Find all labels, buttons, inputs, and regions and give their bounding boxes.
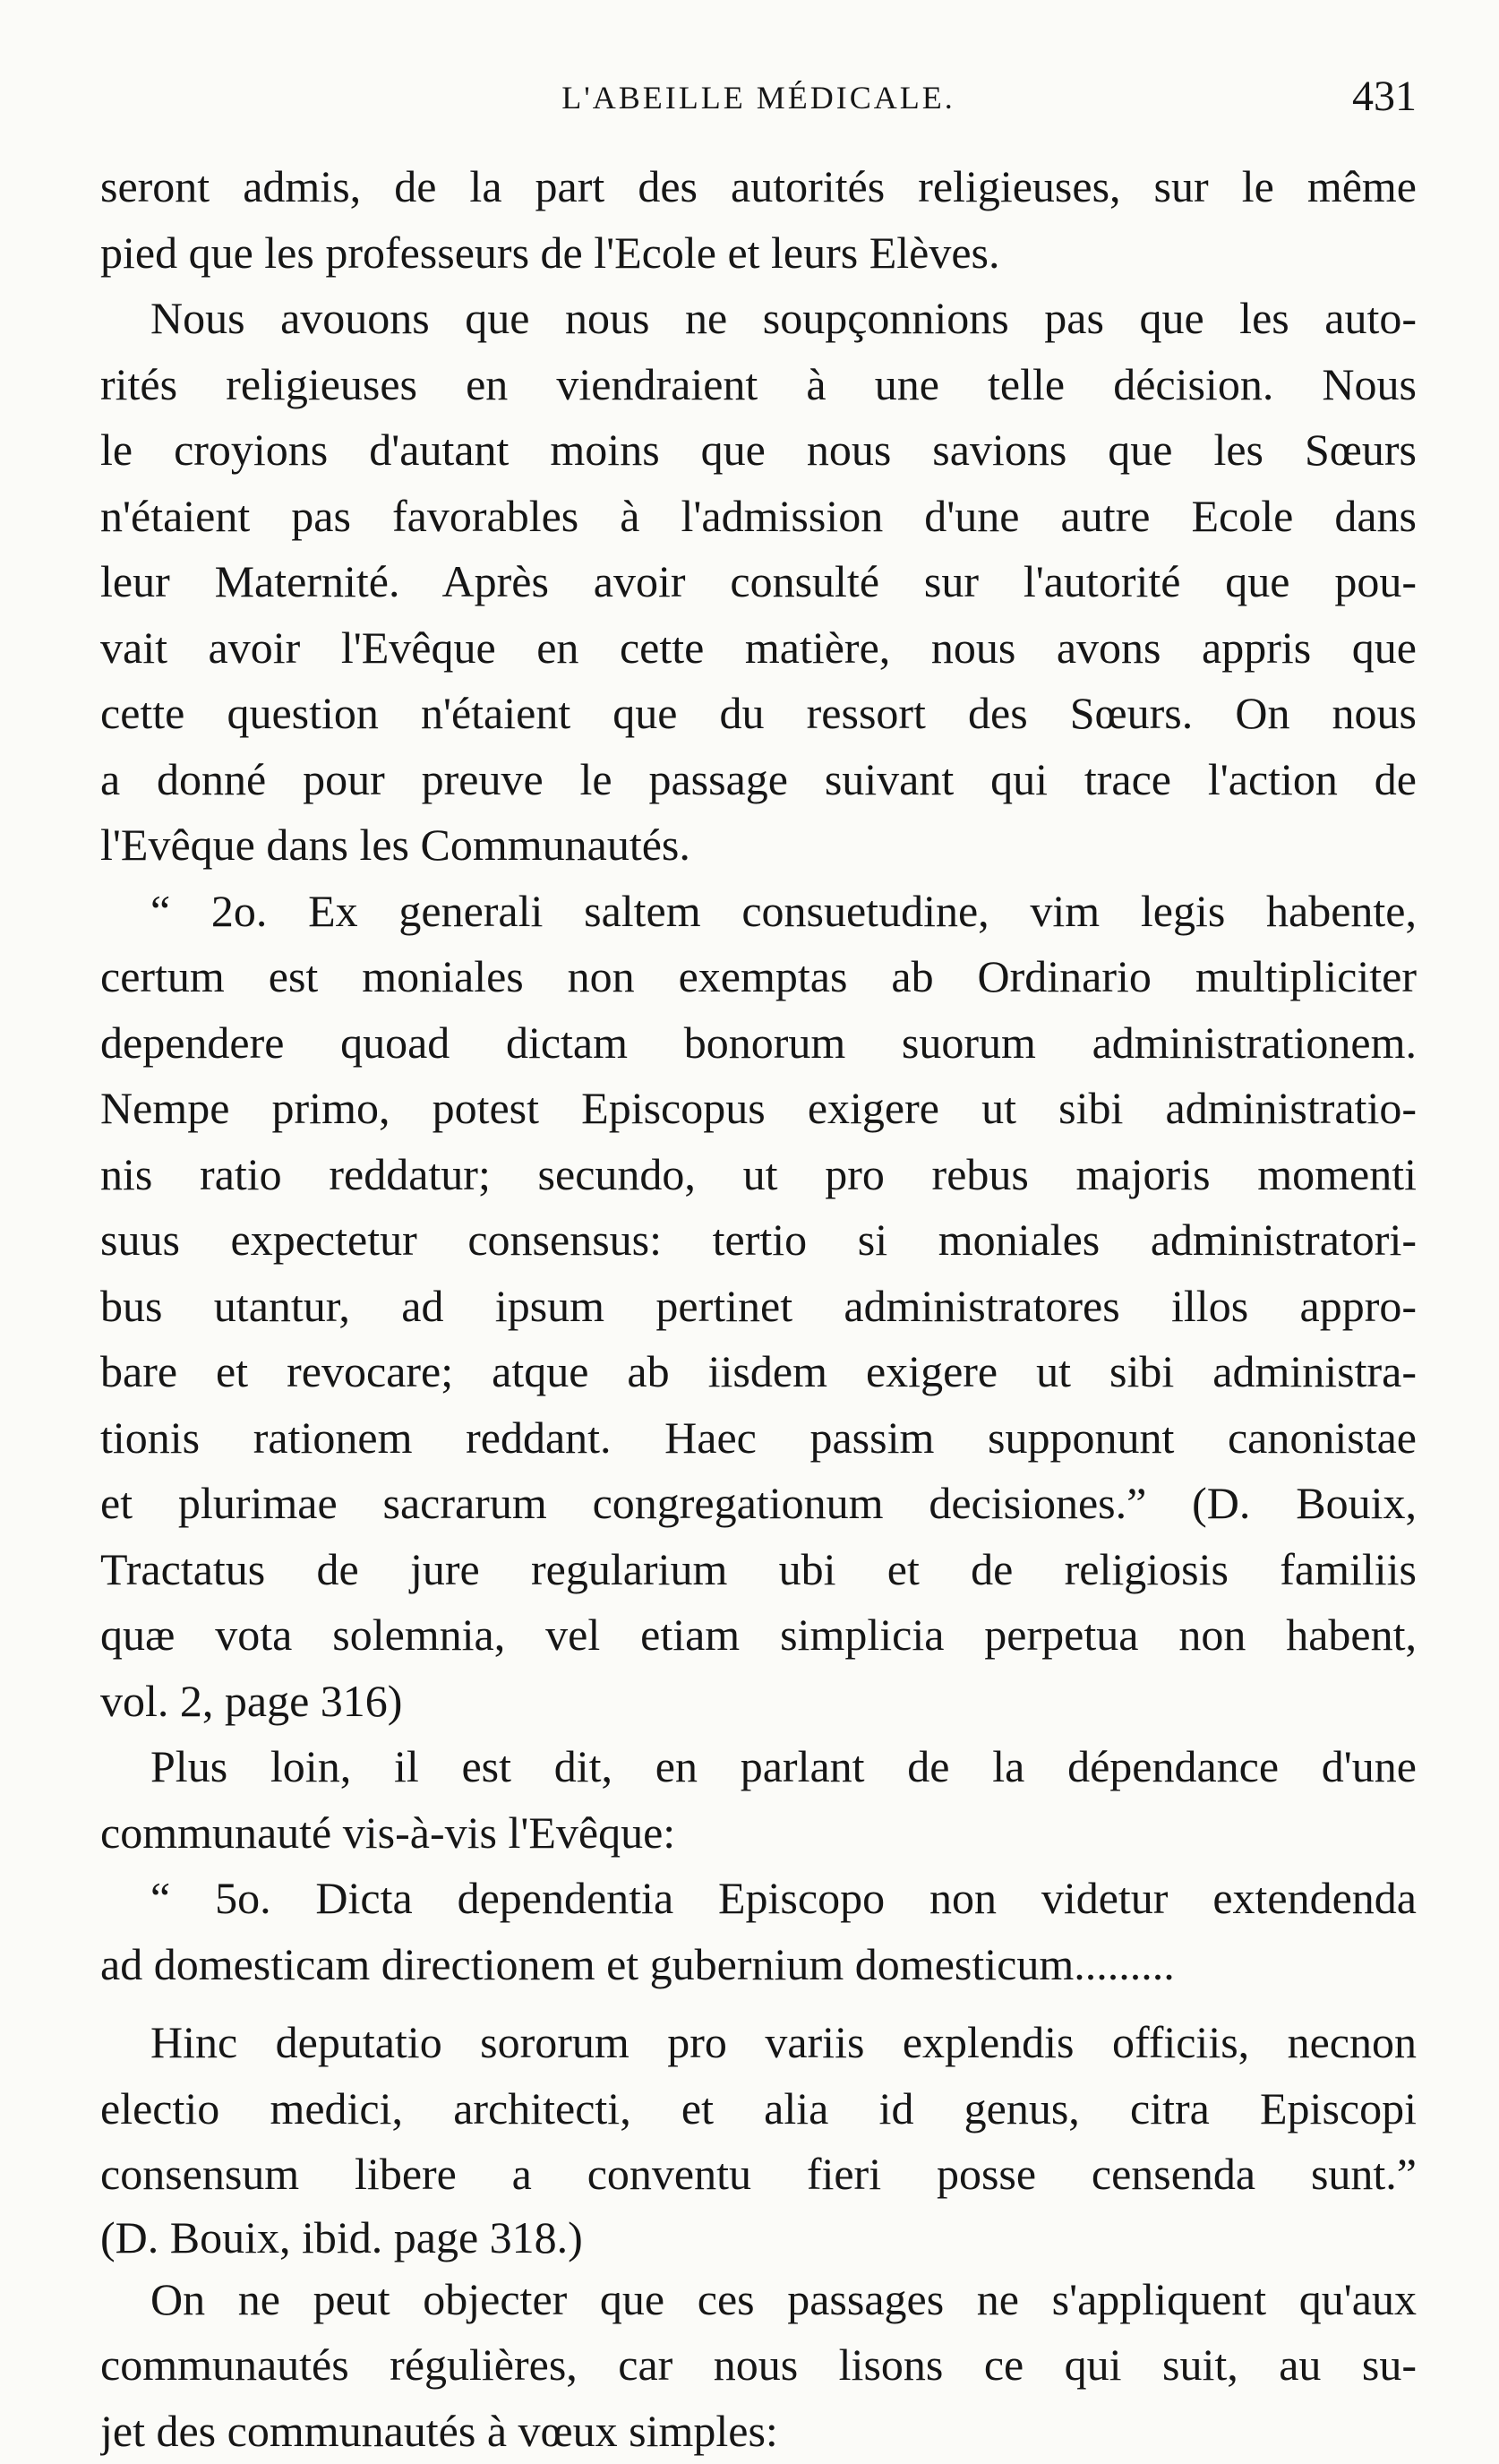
text-line: l'Evêque dans les Communautés. [100, 812, 1417, 879]
text-line: leur Maternité. Après avoir consulté sur l'autorité que pou- [100, 549, 1417, 615]
page-number: 431 [1352, 72, 1417, 121]
text-line: n'étaient pas favorables à l'admission d'une autre Ecole dans [100, 484, 1417, 550]
text-line: communauté vis-à-vis l'Evêque: [100, 1800, 1417, 1867]
text-line: consensum libere a conventu fieri posse censenda sunt.” [100, 2142, 1417, 2208]
text-line: certum est moniales non exemptas ab Ordinario multipliciter [100, 944, 1417, 1010]
text-line: (D. Bouix, ibid. page 318.) [100, 2208, 1417, 2267]
text-line: ad domesticam directionem et gubernium domesticum......... [100, 1932, 1417, 1998]
text-line: suus expectetur consensus: tertio si moniales administratori- [100, 1207, 1417, 1274]
text-line: cette question n'étaient que du ressort des Sœurs. On nous [100, 681, 1417, 747]
text-line: le croyions d'autant moins que nous savions que les Sœurs [100, 417, 1417, 484]
text-line: On ne peut objecter que ces passages ne s'appliquent qu'aux [100, 2267, 1417, 2333]
text-line: tionis rationem reddant. Haec passim supponunt canonistae [100, 1405, 1417, 1472]
text-line: dependere quoad dictam bonorum suorum administrationem. [100, 1010, 1417, 1077]
text-line: bare et revocare; atque ab iisdem exigere ut sibi administra- [100, 1339, 1417, 1405]
text-line: communautés régulières, car nous lisons ce qui suit, au su- [100, 2332, 1417, 2399]
text-line: nis ratio reddatur; secundo, ut pro rebus majoris momenti [100, 1142, 1417, 1208]
text-line: seront admis, de la part des autorités religieuses, sur le même [100, 154, 1417, 220]
text-line: “ 2o. Ex generali saltem consuetudine, vim legis habente, [100, 879, 1417, 945]
page-header [100, 79, 1417, 133]
text-line: Nempe primo, potest Episcopus exigere ut sibi administratio- [100, 1076, 1417, 1142]
text-line: et plurimae sacrarum congregationum decisiones.” (D. Bouix, [100, 1471, 1417, 1537]
text-line: electio medici, architecti, et alia id genus, citra Episcopi [100, 2076, 1417, 2142]
text-line: vol. 2, page 316) [100, 1669, 1417, 1735]
text-line: Hinc deputatio sororum pro variis explendis officiis, necnon [100, 2010, 1417, 2076]
text-line: vait avoir l'Evêque en cette matière, nous avons appris que [100, 615, 1417, 682]
text-line: “ 5o. Dicta dependentia Episcopo non videtur extendenda [100, 1866, 1417, 1932]
text-line: Plus loin, il est dit, en parlant de la dépendance d'une [100, 1734, 1417, 1800]
body-text [100, 154, 1417, 2464]
text-line: Nous avouons que nous ne soupçonnions pas que les auto- [100, 286, 1417, 352]
paragraph-gap [100, 1997, 1417, 2010]
text-line: quæ vota solemnia, vel etiam simplicia perpetua non habent, [100, 1602, 1417, 1669]
text-line: jet des communautés à vœux simples: [100, 2399, 1417, 2464]
text-line: bus utantur, ad ipsum pertinet administratores illos appro- [100, 1274, 1417, 1340]
running-title: L'ABEILLE MÉDICALE. [100, 79, 1417, 116]
text-line: pied que les professeurs de l'Ecole et leurs Elèves. [100, 220, 1417, 287]
text-line: a donné pour preuve le passage suivant qui trace l'action de [100, 747, 1417, 813]
text-line: Tractatus de jure regularium ubi et de religiosis familiis [100, 1537, 1417, 1603]
text-line: rités religieuses en viendraient à une telle décision. Nous [100, 352, 1417, 418]
